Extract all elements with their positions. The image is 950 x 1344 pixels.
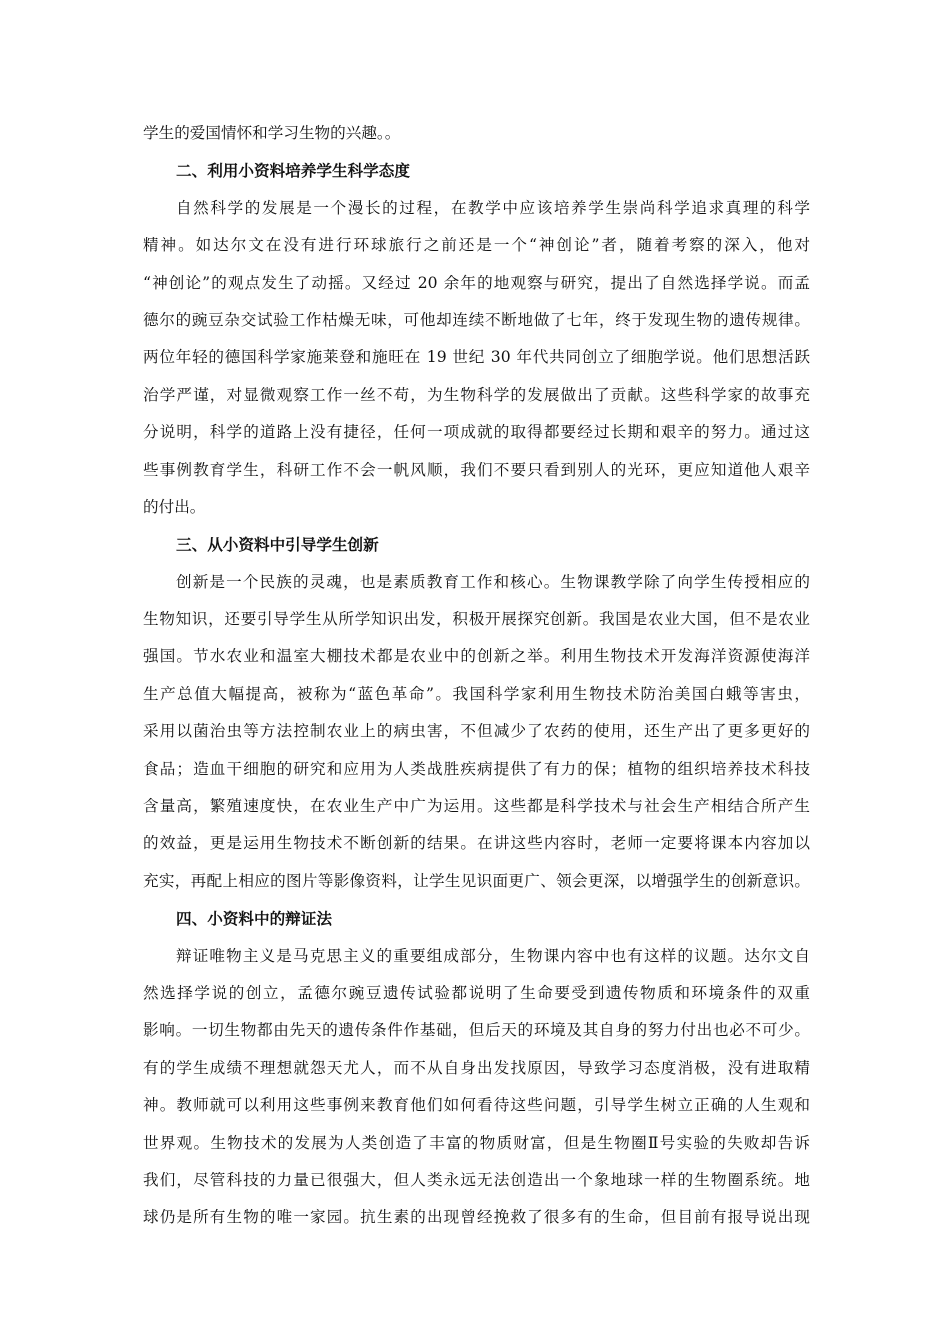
paragraph-line: 强国。节水农业和温室大棚技术都是农业中的创新之举。利用生物技术开发海洋资源使海洋 <box>143 647 810 666</box>
paragraph-line: 创新是一个民族的灵魂，也是素质教育工作和核心。生物课教学除了向学生传授相应的 <box>176 572 810 591</box>
section-heading-4: 四、小资料中的辩证法 <box>176 909 332 929</box>
paragraph-line: 我们，尽管科技的力量已很强大，但人类永远无法创造出一个象地球一样的生物圈系统。地 <box>143 1170 810 1189</box>
paragraph-line: 分说明，科学的道路上没有捷径，任何一项成就的取得都要经过长期和艰辛的努力。通过这 <box>143 423 810 442</box>
paragraph-line: 有的学生成绩不理想就怨天尤人，而不从自身出发找原因，导致学习态度消极，没有进取精 <box>143 1058 810 1077</box>
document-page <box>143 115 810 1237</box>
paragraph-line: 生物知识，还要引导学生从所学知识出发，积极开展探究创新。我国是农业大国，但不是农业 <box>143 610 810 629</box>
paragraph-line: 精神。如达尔文在没有进行环球旅行之前还是一个“神创论”者，随着考察的深入，他对 <box>143 236 810 255</box>
paragraph-line: 生产总值大幅提高，被称为“蓝色革命”。我国科学家利用生物技术防治美国白蛾等害虫， <box>143 684 810 703</box>
paragraph-line: 然选择学说的创立，孟德尔豌豆遗传试验都说明了生命要受到遗传物质和环境条件的双重 <box>143 983 810 1002</box>
paragraph-line: “神创论”的观点发生了动摇。又经过 20 余年的地观察与研究，提出了自然选择学说。而孟 <box>143 273 810 292</box>
paragraph-line: 影响。一切生物都由先天的遗传条件作基础，但后天的环境及其自身的努力付出也必不可少。 <box>143 1021 810 1040</box>
paragraph-line: 些事例教育学生，科研工作不会一帆风顺，我们不要只看到别人的光环，更应知道他人艰辛 <box>143 460 810 479</box>
paragraph-line: 食品；造血干细胞的研究和应用为人类战胜疾病提供了有力的保；植物的组织培养技术科技 <box>143 759 810 778</box>
paragraph-line: 世界观。生物技术的发展为人类创造了丰富的物质财富，但是生物圈Ⅱ号实验的失败却告诉 <box>143 1133 810 1152</box>
paragraph-line: 学生的爱国情怀和学习生物的兴趣。。 <box>143 124 401 142</box>
section-heading-2: 二、利用小资料培养学生科学态度 <box>176 161 410 181</box>
paragraph-line: 含量高，繁殖速度快，在农业生产中广为运用。这些都是科学技术与社会生产相结合所产生 <box>143 797 810 816</box>
paragraph-line: 神。教师就可以利用这些事例来教育他们如何看待这些问题，引导学生树立正确的人生观和 <box>143 1096 810 1115</box>
paragraph-line: 的付出。 <box>143 497 206 516</box>
paragraph-line: 自然科学的发展是一个漫长的过程，在教学中应该培养学生崇尚科学追求真理的科学 <box>176 198 810 217</box>
paragraph-line: 采用以菌治虫等方法控制农业上的病虫害，不但减少了农药的使用，还生产出了更多更好的 <box>143 722 810 741</box>
paragraph-line: 球仍是所有生物的唯一家园。抗生素的出现曾经挽救了很多有的生命，但目前有报导说出现 <box>143 1208 810 1227</box>
paragraph-line: 德尔的豌豆杂交试验工作枯燥无味，可他却连续不断地做了七年，终于发现生物的遗传规律。 <box>143 310 810 329</box>
paragraph-line: 两位年轻的德国科学家施莱登和施旺在 19 世纪 30 年代共同创立了细胞学说。他们思想活跃 <box>143 348 810 367</box>
paragraph-line: 的效益，更是运用生物技术不断创新的结果。在讲这些内容时，老师一定要将课本内容加以 <box>143 834 810 853</box>
section-heading-3: 三、从小资料中引导学生创新 <box>176 535 379 555</box>
paragraph-line: 治学严谨，对显微观察工作一丝不苟，为生物科学的发展做出了贡献。这些科学家的故事充 <box>143 385 810 404</box>
paragraph-line: 充实，再配上相应的图片等影像资料，让学生见识面更广、领会更深，以增强学生的创新意识。 <box>143 871 810 890</box>
paragraph-line: 辩证唯物主义是马克思主义的重要组成部分，生物课内容中也有这样的议题。达尔文自 <box>176 946 810 965</box>
